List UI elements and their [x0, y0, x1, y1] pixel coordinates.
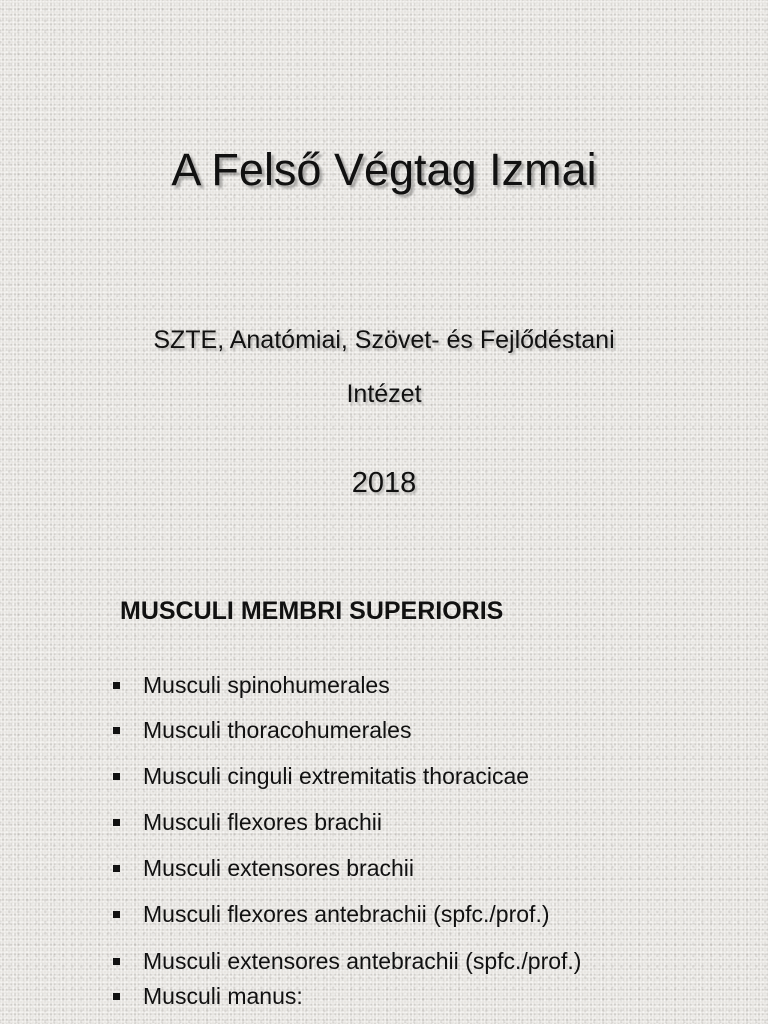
list-item-label: Musculi thoracohumerales	[143, 717, 412, 743]
list-item-label: Musculi spinohumerales	[143, 672, 390, 698]
list-item-label: Musculi flexores antebrachii (spfc./prof.)	[143, 901, 550, 927]
square-bullet-icon	[113, 819, 120, 826]
list-item-label: Musculi flexores brachii	[143, 809, 383, 835]
square-bullet-icon	[113, 727, 120, 734]
institute-name-line1: SZTE, Anatómiai, Szövet- és Fejlődéstani	[153, 326, 615, 354]
list-item-label: Musculi cinguli extremitatis thoracicae	[143, 763, 530, 789]
list-item	[113, 715, 411, 745]
slide-title: A Felső Végtag Izmai	[171, 144, 597, 195]
square-bullet-icon	[113, 958, 120, 965]
list-item-label: Musculi extensores brachii	[143, 855, 415, 881]
institute-name-line2: Intézet	[346, 380, 422, 408]
list-item	[113, 981, 303, 1011]
list-item	[113, 853, 414, 883]
square-bullet-icon	[113, 911, 120, 918]
square-bullet-icon	[113, 773, 120, 780]
list-item	[113, 670, 390, 700]
square-bullet-icon	[113, 682, 120, 689]
list-item-label: Musculi manus:	[143, 983, 303, 1009]
year-label: 2018	[351, 467, 417, 499]
list-item	[113, 807, 382, 837]
list-item-label: Musculi extensores antebrachii (spfc./prof.)	[143, 948, 582, 974]
content-slide	[0, 560, 768, 1024]
list-item	[113, 946, 581, 976]
list-item	[113, 761, 529, 791]
square-bullet-icon	[113, 993, 120, 1000]
section-heading: MUSCULI MEMBRI SUPERIORIS	[120, 597, 504, 625]
list-item	[113, 899, 550, 929]
square-bullet-icon	[113, 865, 120, 872]
